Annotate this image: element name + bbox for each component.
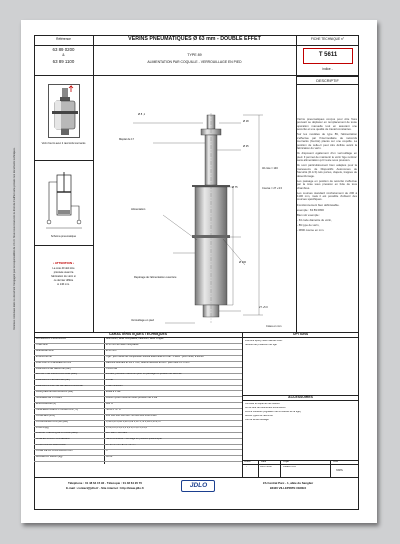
- reference-code-2: 63 89 1100: [52, 59, 75, 64]
- label-verrouillage: Verrouillage en pied: [131, 319, 154, 322]
- rev-date: 03/07/2007: [260, 466, 273, 468]
- spec-label: ÉTANCHÉITÉ: [36, 355, 52, 358]
- dim-body-diameter: Ø 75: [232, 186, 238, 189]
- accessory-line-5: Clé de déverrouillage.: [245, 419, 270, 421]
- spec-value: A - B - C - D - E - F - G - H: [106, 444, 136, 447]
- spec-value: 10000 cycles minimum sous pression de 6 bar: [106, 397, 158, 399]
- attention-title: • ATTENTION •: [52, 261, 75, 265]
- desc-paragraph: - 63 code diamètre du vérin,: [297, 217, 332, 222]
- rev-col-date: Date: [261, 461, 267, 463]
- reference-label: Référence: [56, 37, 71, 41]
- rev-col-indice: Indice: [244, 461, 251, 463]
- spec-label: NOMBRE DE CYCLES: [36, 397, 62, 399]
- accessory-line-2: Kit de tête de différentes dimensions.: [245, 407, 287, 409]
- spec-value: Ø 25 mm en acier inoxydable: [106, 343, 139, 346]
- dim-rod-end: Ø 18: [243, 120, 249, 123]
- spec-label: FREQUENCE DES ESSAIS (bar): [36, 391, 74, 394]
- accessory-line-4: Autres types de raccords.: [245, 415, 274, 417]
- fiche-label: FICHE TECHNIQUE n°: [310, 37, 345, 41]
- spec-value: 1,5 2,0 2,5 3,0 3,5 4,0 4,5 5,0 5,5 6,0: [106, 426, 148, 429]
- rev-indice: -: [246, 466, 247, 468]
- accessory-line-1: Console et équerres de fixation.: [245, 403, 281, 405]
- dim-rod-tip: Ø 8 ,1: [138, 113, 146, 116]
- spec-label: FORCE THÉORIQUE À 6 BAR (daN): [36, 432, 78, 435]
- cylinder-photo-frame: [48, 84, 80, 138]
- photo-caption: Vérin fourni avec 2 raccords tournants: [41, 142, 86, 145]
- spec-value: 0,44 0,65 0,86 1,08 1,29 1,51 1,72 1,94 2,15 2,37: [106, 420, 161, 423]
- spec-label: POSITION DU RACCORD: [36, 444, 66, 447]
- spec-value: Tige : joint Nitrile de composition double étanchéité à 6 bar - Piston : joint nitrile, à lèvres: [106, 355, 204, 358]
- pneumatic-schema: [43, 172, 85, 232]
- footer-email: E-mail : contact@jdlo.fr - Site internet : http://www.jdlo.fr: [66, 486, 144, 490]
- spec-label: PRESSION DE SERVICE (bar): [36, 367, 71, 370]
- desc-paragraph: Sur les modèles de type 89, l'alimentation s'effectue par l'intermédiaire de raccords tournants (fournis) placés sur une coquille. La position de celle-ci peut être définie avant la fabrication du vérin.: [297, 132, 357, 151]
- attention-line-3: fabrication du vérin si: [51, 275, 76, 278]
- spec-value: Ø 63 mm: [106, 349, 117, 352]
- spec-value: 400 N: [106, 402, 113, 405]
- spec-label: TEMPÉRATURE D'UTILISATION (°C): [36, 408, 79, 411]
- spec-label: PRESSION D'ÉPREUVE (bar): [36, 379, 70, 382]
- spec-label: ENDURANCE (N): [36, 402, 56, 405]
- desc-paragraph: Bien sûr exemple :: [297, 212, 321, 217]
- spec-label: TIGE vérin: [36, 343, 48, 346]
- document-subtitle: ALIMENTATION PAR COQUILLE - VERROUILLAGE EN PIED: [147, 60, 242, 64]
- descriptif-text: [297, 118, 357, 234]
- reference-ampersand: &: [62, 53, 65, 57]
- spec-value: 200 300 400 500 600 700 800 900 1000 1100: [106, 414, 157, 417]
- desc-paragraph: Vérins pneumatiques conçus pour être fixés pouvant se déplacer en remplacement de toute opération manuelle tout en assurant une sécurité et une qualité de travail constantes.: [297, 117, 357, 132]
- desc-paragraph: - 0800 course en mm.: [297, 227, 325, 232]
- spec-value: 187 daN / 160 daN: [106, 432, 127, 435]
- dim-stroke: Course = 27 +3 0: [262, 187, 283, 190]
- accessoires-title: ACCESSOIRES: [288, 395, 313, 399]
- attention-line-5: si 146 mm.: [57, 283, 70, 286]
- cylinder-drawing: [93, 75, 296, 332]
- spec-label: POIDS (kg): [36, 426, 49, 429]
- spec-label: MATÉRIAUX PRINCIPAUX: [36, 338, 67, 340]
- attention-line-2: prévisée avant la: [53, 271, 74, 274]
- units-note: Cotes en mm: [266, 325, 282, 328]
- fiche-number: T 5611: [318, 52, 338, 58]
- footer-address-2: 93420 VILLEPINTE CEDEX: [269, 486, 307, 490]
- cylinder-photo-icon: [49, 85, 81, 139]
- spec-label: CODE DE LA CONFIGURATION: [36, 450, 73, 453]
- spec-label: ALÉSAGE vérin: [36, 349, 54, 352]
- rev-col-visa: Visa: [333, 461, 338, 463]
- rev-objet: CRÉATION: [283, 466, 296, 468]
- desc-paragraph: Fonctionnement bien définissable.: [297, 202, 340, 207]
- desc-paragraph: exemple : 63 89 0800: [297, 207, 324, 212]
- desc-paragraph: Les passage en position de sécurité s'effectue par la mise sous pression en fuite de tous chambres.: [297, 178, 357, 190]
- spec-value: 63 89: [106, 456, 113, 458]
- desc-paragraph: Les courses standard s'échelonnent de 200 à 1100 mm, mais il est possible d'obtenir des courses spécifiques.: [297, 190, 357, 202]
- rev-col-objet: Objet: [283, 461, 289, 463]
- spec-label: EFFORT DE VERROUILLAGE (daN): [36, 373, 78, 376]
- desc-paragraph: Ils sont particulièrement bien adaptés pour la manoeuvre de Dispositifs Autonomes de Sécurité (D.A.S) tels portes, clapets, trappes de désenfumage.: [297, 163, 357, 178]
- spec-label: DISPOSITIF D'ALIMENTATION: [36, 361, 71, 364]
- option-line-1: Peinture époxy selon teintes RAL.: [245, 340, 283, 342]
- footer-address-1: ZA Central Parc - 1, allée du Sanglier: [262, 481, 314, 485]
- label-reperage: Repérage de l'alimentation ouverture: [134, 276, 177, 279]
- spec-value: -20 à + 70 °C: [106, 408, 121, 411]
- dim-flat: Méplat de 17: [119, 138, 134, 141]
- dim-foot: 27 +5 0: [259, 306, 268, 309]
- spec-value: 3 bar minimum: [106, 385, 123, 388]
- desc-paragraph: Ils disposent également d'un verrouillage en pied. Il permet de maintenir le vérin 'tige rentrée' sans alimentation qu'il reste sous pression.: [297, 151, 357, 163]
- desc-paragraph: - 89 type de vérin,: [297, 222, 320, 227]
- spec-value: Aluminium, acier inoxydable, cadmium, acier zingué: [106, 338, 164, 340]
- attention-line-4: ce dernier diffère: [53, 279, 74, 282]
- specs-title: CARACTÉRISTIQUES TECHNIQUES: [108, 332, 168, 336]
- footer-phone: Téléphone : 01 48 64 15 92 - Télécopie : 01 48 64 20 70: [67, 481, 143, 485]
- dim-rod-diameter: Ø 25: [243, 145, 249, 148]
- spec-value: 15 bar: [106, 379, 114, 382]
- accessory-line-3: Fermé coulisse (régulation de la vitesse de la tige).: [245, 411, 302, 413]
- document-title: VÉRINS PNEUMATIQUES Ø 63 mm - DOUBLE EFFET: [128, 36, 261, 42]
- spec-label: CONSOMMATION (Nl/cycle): [36, 420, 68, 423]
- spec-label: MASSE DU VÉRIN (kg): [36, 456, 63, 458]
- descriptif-title: DESCRIPTIF: [316, 79, 339, 83]
- spec-label: COURSES (mm): [36, 414, 55, 417]
- option-line-2: Soufflet de protection de tige.: [245, 344, 278, 346]
- indice-label: indice -: [322, 67, 333, 71]
- rev-visa: VdS: [336, 469, 343, 472]
- spec-label: PRESSION MINI DE DÉVERROUILLAGE: [36, 385, 83, 388]
- spec-value: 3: [106, 450, 108, 453]
- pneumatic-schema-icon: [43, 172, 85, 232]
- jdlo-logo: [181, 480, 215, 492]
- spec-value: Essai à 6 bar: [106, 391, 121, 394]
- reference-code-1: 63 89 0200: [52, 47, 75, 52]
- spec-label: MISE EN FONCTIONNEMENT: [36, 438, 71, 441]
- spec-value: Sans contrainte - Montage en position quelconque: [106, 438, 162, 441]
- jdlo-logo-text: JDLO: [189, 482, 208, 489]
- dim-total: 40 cote = 146: [262, 167, 278, 170]
- side-disclaimer: Données contenues dans ce document n'engagent pas la responsabilité de JDLO. Nous nous réservons le droit de modifier sans préavis nos documents techniques.: [13, 147, 16, 330]
- label-alimentation: Alimentation: [131, 208, 146, 211]
- spec-value: 25 daN, pression maximum pour un passage en position de sécurité: [106, 373, 182, 376]
- spec-value: Raccord tournant Ø 1/4 + TOL, tube à raccords Ø 8x6 - pour tube 8 x 6 mm: [106, 361, 190, 364]
- dim-collar-diameter: Ø 100: [239, 261, 247, 264]
- spec-value: 3 à 10 bar: [106, 367, 118, 370]
- attention-line-1: La cote 40 doit être: [52, 267, 75, 270]
- options-title: OPTIONS: [292, 332, 309, 336]
- schema-caption: Schéma pneumatique: [50, 235, 77, 238]
- document-type: TYPE 89: [187, 53, 202, 57]
